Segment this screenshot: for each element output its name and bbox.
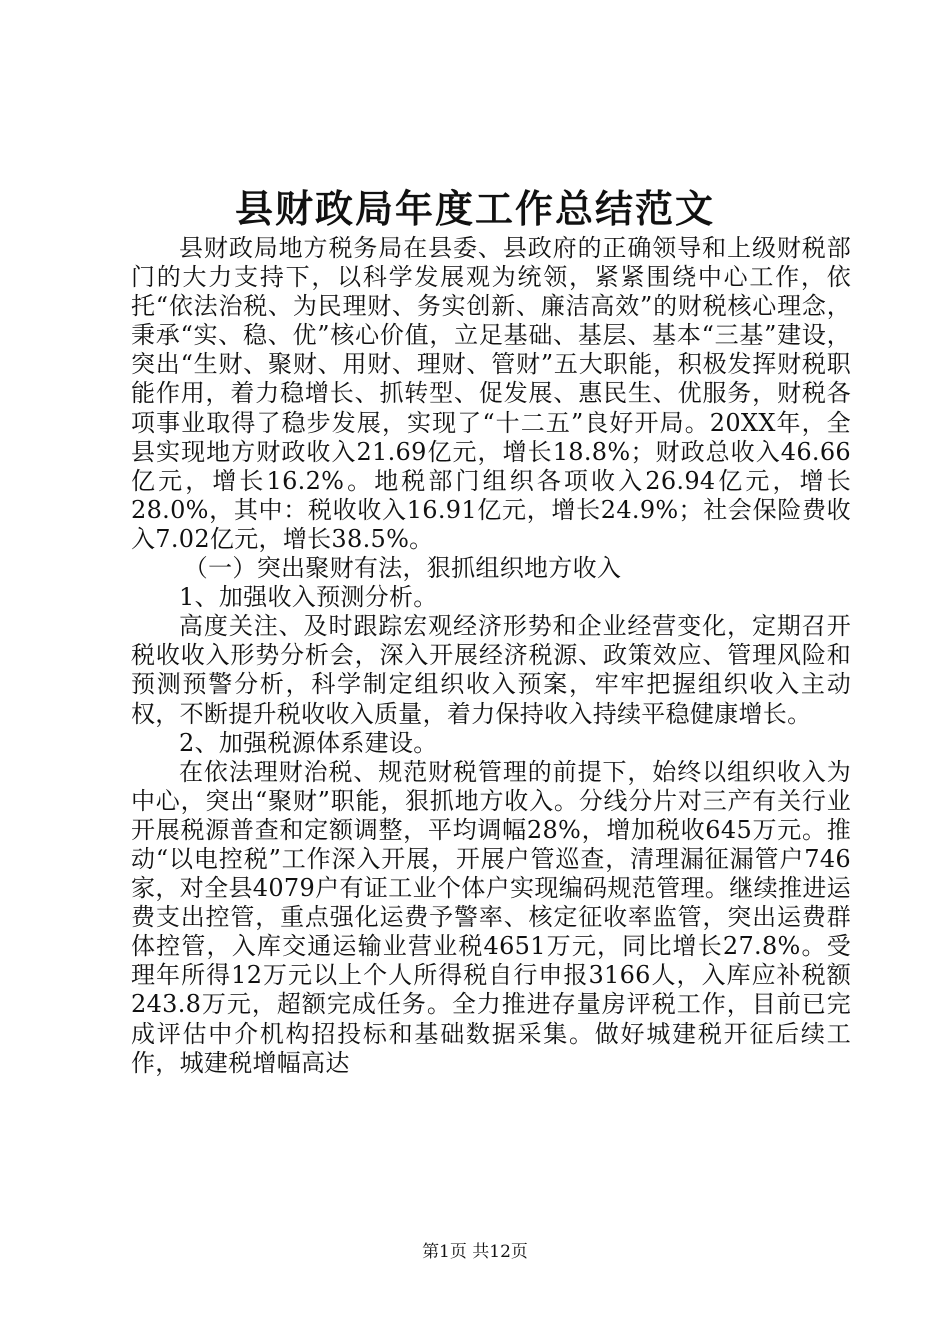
document-title: 县财政局年度工作总结范文 bbox=[234, 186, 715, 231]
paragraph-forecast: 高度关注、及时跟踪宏观经济形势和企业经营变化，定期召开税收收入形势分析会，深入开展经济税源、政策效应、管理风险和预测预警分析，科学制定组织收入预案，牢牢把握组织收入主动权，不断提升税收收入质量，着力保持收入持续平稳健康增长。 bbox=[131, 612, 851, 728]
page-footer: 第1页 共12页 bbox=[422, 1242, 528, 1262]
paragraph-intro: 县财政局地方税务局在县委、县政府的正确领导和上级财税部门的大力支持下，以科学发展观为统领，紧紧围绕中心工作，依托“依法治税、为民理财、务实创新、廉洁高效”的财税核心理念，秉承“实、稳、优”核心价值，立足基础、基层、基本“三基”建设，突出“生财、聚财、用财、理财、管财”五大职能，积极发挥财税职能作用，着力稳增长、抓转型、促发展、惠民生、优服务，财税各项事业取得了稳步发展，实现了“十二五”良好开局。20XX年，全县实现地方财政收入21.69亿元，增长18.8%；财政总收入46.66亿元，增长16.2%。地税部门组织各项收入26.94亿元，增长28.0%，其中：税收收入16.91亿元，增长24.9%；社会保险费收入7.02亿元，增长38.5%。 bbox=[131, 234, 851, 553]
section-heading: （一）突出聚财有法，狠抓组织地方收入 bbox=[183, 554, 622, 583]
subsection-heading-2: 2、加强税源体系建设。 bbox=[179, 728, 438, 757]
document-body bbox=[131, 234, 851, 1078]
subsection-heading-1: 1、加强收入预测分析。 bbox=[179, 583, 438, 612]
paragraph-tax-source: 在依法理财治税、规范财税管理的前提下，始终以组织收入为中心，突出“聚财”职能，狠抓地方收入。分线分片对三产有关行业开展税源普查和定额调整，平均调幅28%，增加税收645万元。推动“以电控税”工作深入开展，开展户管巡查，清理漏征漏管户746家，对全县4079户有证工业个体户实现编码规范管理。继续推进运费支出控管，重点强化运费予警率、核定征收率监管，突出运费群体控管，入库交通运输业营业税4651万元，同比增长27.8%。受理年所得12万元以上个人所得税自行申报3166人，入库应补税额243.8万元，超额完成任务。全力推进存量房评税工作，目前已完成评估中介机构招投标和基础数据采集。做好城建税开征后续工作，城建税增幅高达 bbox=[131, 757, 851, 1077]
